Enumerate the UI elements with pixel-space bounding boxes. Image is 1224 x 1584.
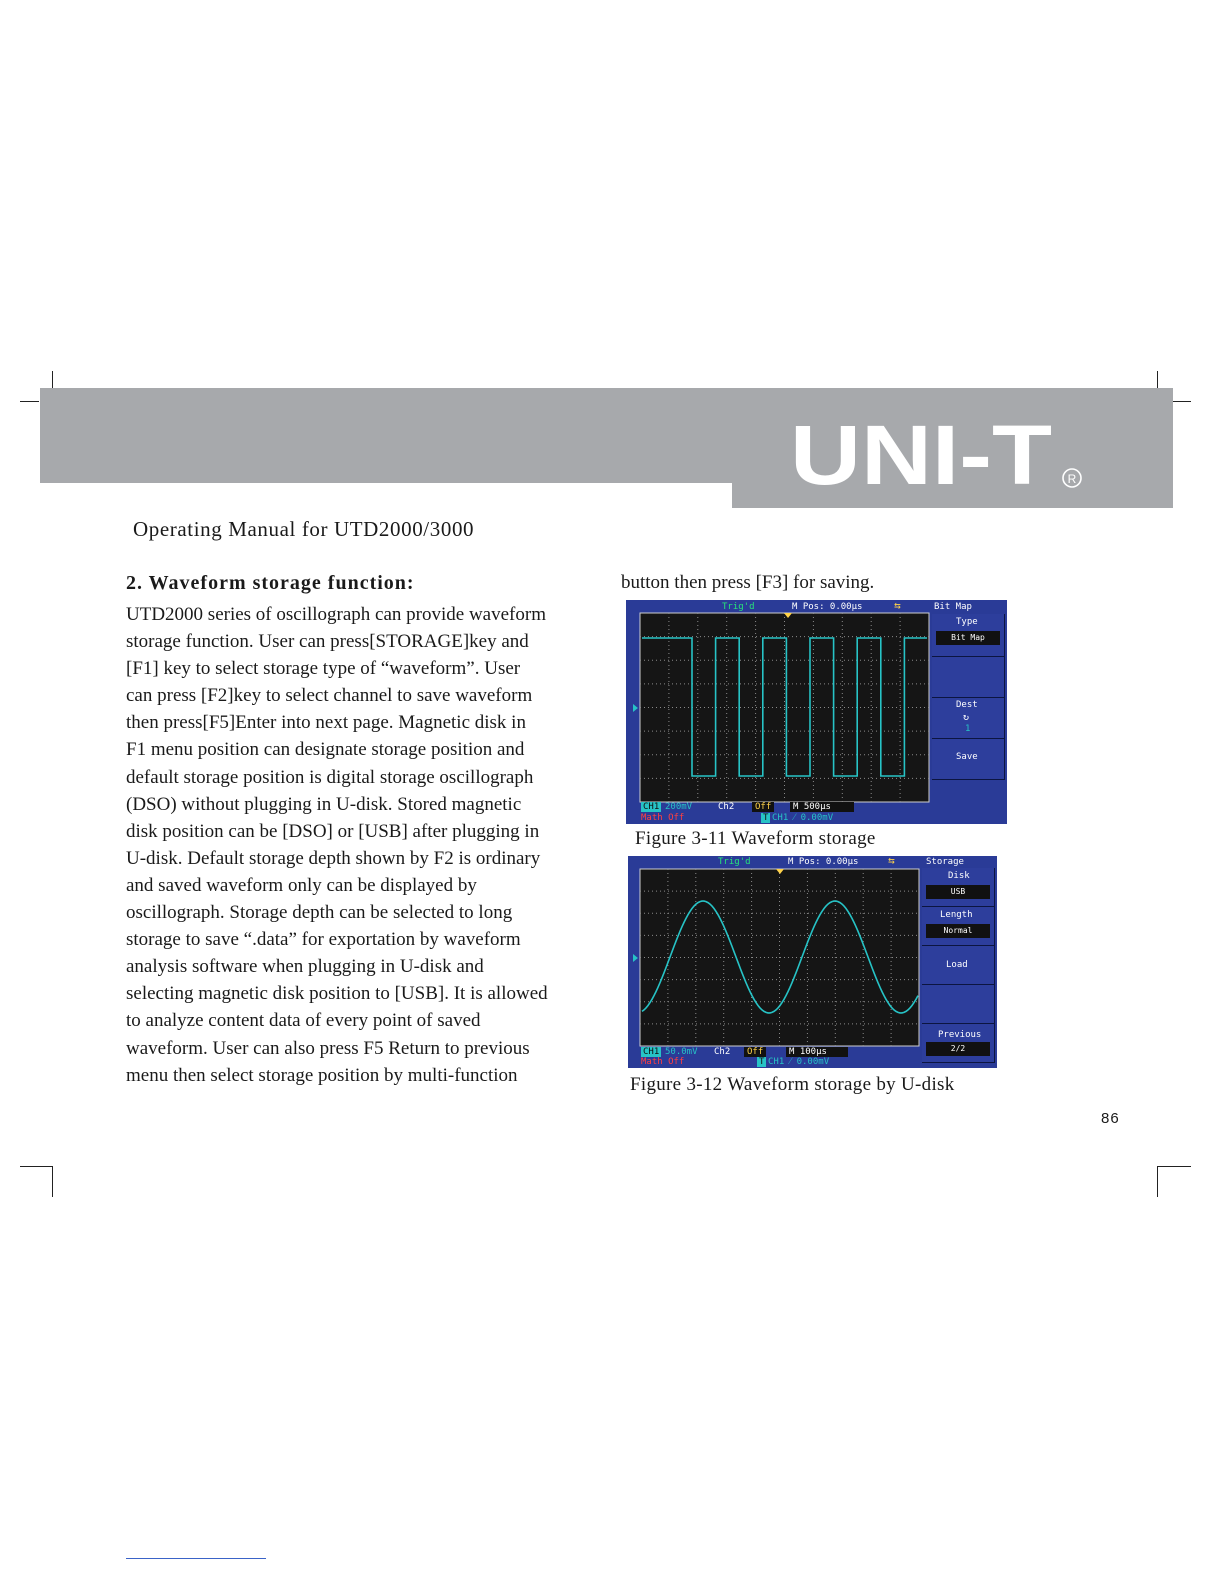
trigger-status: Trig'd — [718, 857, 751, 867]
footer-link-line — [126, 1558, 266, 1559]
length-value: Normal — [926, 924, 990, 938]
timebase: M 100μs — [786, 1047, 848, 1057]
ch1-scale: 200mV — [665, 802, 693, 812]
menu-title: Storage — [926, 857, 964, 867]
brand-logo — [790, 418, 1090, 490]
crop-mark — [52, 371, 53, 388]
load-button[interactable]: Load — [922, 946, 995, 985]
section-body: UTD2000 series of oscillograph can provide waveform storage function. User can press[STORAGE]key and [F1] key to select storage type of “waveform”. User can press [F2]key to select channel to save waveform then press[F5]Enter into next page. Magnetic disk in F1 menu position can designate storage position and default storage position is digital storage oscillograph (DSO) without plugging in U-disk. Stored magnetic disk position can be [DSO] or [USB] after plugging in U-disk. Default storage depth shown by F2 is ordinary and saved waveform only can be displayed by oscillograph. Storage depth can be selected to long storage to save “.data” for exportation by waveform analysis software when plugging in U-disk and selecting magnetic disk position to [USB]. It is allowed to analyze content data of every point of saved waveform. User can also press F5 Return to previous menu then select storage position by multi-function — [126, 604, 548, 1086]
oscilloscope-screenshot-waveform-storage — [626, 600, 1007, 824]
ch1-badge: CH1 — [643, 802, 660, 812]
page-number: 86 — [1101, 1110, 1120, 1127]
menu-disk-button[interactable]: Disk USB — [922, 868, 995, 907]
crop-mark — [1157, 1166, 1191, 1167]
disk-value: USB — [926, 885, 990, 899]
crop-mark — [1173, 401, 1191, 402]
crop-mark — [1157, 371, 1158, 388]
trigger-info: CH1 ⁄ 0.00mV — [768, 1057, 830, 1067]
svg-text:R: R — [1067, 472, 1077, 486]
section-heading: 2. Waveform storage function: — [126, 572, 415, 594]
menu-title: Bit Map — [934, 602, 972, 612]
ch2-state: Off — [752, 802, 774, 812]
horizontal-position: M Pos: 0.00μs — [788, 857, 859, 867]
menu-type-button[interactable]: Type Bit Map — [932, 614, 1005, 657]
document-title: Operating Manual for UTD2000/3000 — [133, 517, 475, 541]
continuation-text: button then press [F3] for saving. — [621, 572, 875, 593]
save-button[interactable]: Save — [932, 739, 1005, 780]
usb-icon: ⇆ — [894, 600, 901, 612]
page-indicator: 2/2 — [926, 1042, 990, 1056]
figure-caption-3-12: Figure 3-12 Waveform storage by U-disk — [630, 1074, 955, 1095]
ch2-label: Ch2 — [714, 1047, 731, 1057]
crop-mark — [20, 401, 39, 402]
trigger-marker: T — [759, 1057, 765, 1067]
menu-length-button[interactable]: Length Normal — [922, 907, 995, 946]
oscilloscope-screenshot-udisk-storage — [628, 856, 997, 1068]
crop-mark — [52, 1166, 53, 1197]
usb-icon: ⇆ — [888, 856, 895, 867]
horizontal-position: M Pos: 0.00μs — [792, 602, 863, 612]
trigger-status: Trig'd — [722, 602, 755, 612]
menu-blank-button[interactable] — [922, 985, 995, 1024]
trigger-info: CH1 ⁄ 0.00mV — [772, 813, 834, 823]
menu-blank-button[interactable] — [932, 657, 1005, 698]
trigger-marker: T — [763, 813, 769, 823]
type-value: Bit Map — [936, 631, 1000, 645]
brand-logo-text: UNI-T — [790, 418, 1052, 490]
figure-caption-3-11: Figure 3-11 Waveform storage — [635, 828, 876, 849]
ch1-scale: 50.0mV — [665, 1047, 698, 1057]
timebase: M 500μs — [790, 802, 854, 812]
dest-cycle-icon: ↻ — [963, 712, 970, 723]
ch2-state: Off — [744, 1047, 766, 1057]
crop-mark — [1157, 1166, 1158, 1197]
math-status: Math Off — [641, 813, 685, 823]
ch1-badge: CH1 — [643, 1047, 660, 1057]
previous-button[interactable]: Previous 2/2 — [922, 1024, 995, 1063]
ch2-label: Ch2 — [718, 802, 735, 812]
menu-dest-button[interactable]: Dest ↻ 1 — [932, 698, 1005, 739]
math-status: Math Off — [641, 1057, 685, 1067]
crop-mark — [20, 1166, 53, 1167]
